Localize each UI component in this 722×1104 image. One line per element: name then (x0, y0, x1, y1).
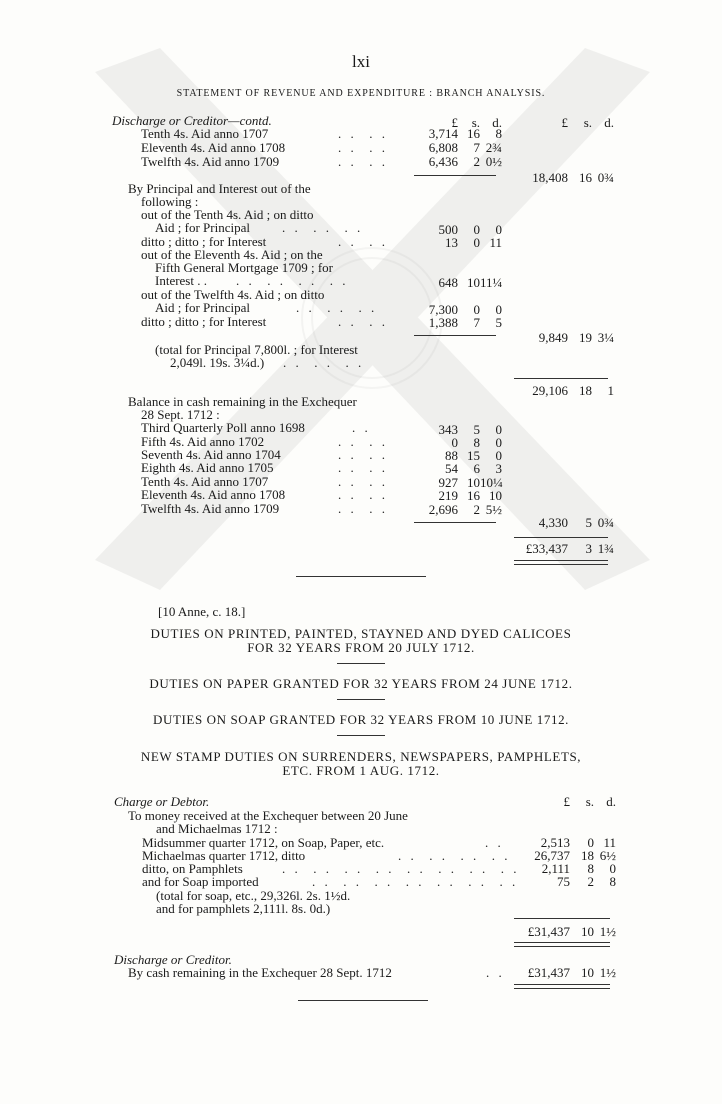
principal-heading: By Principal and Interest out of the (128, 181, 311, 196)
principal-note-cont: 2,049l. 19s. 3¼d.) (170, 355, 265, 370)
aids-total: 18,408 16 0¾ (532, 170, 614, 185)
charge-item-label: and for Soap imported (142, 874, 259, 889)
balance-label: Eighth 4s. Aid anno 1705 (141, 460, 274, 475)
principal-amount: 648 1011¼ (438, 275, 503, 290)
charge-item-amount: 2,111 8 0 (541, 861, 616, 876)
charge-heading: Charge or Debtor. (114, 794, 210, 809)
principal-line: Aid ; for Principal (155, 300, 250, 315)
charge-note-cont: and for pamphlets 2,111l. 8s. 0d.) (156, 901, 331, 916)
principal-line: out of the Twelfth 4s. Aid ; on ditto (141, 287, 325, 302)
charge-item-label: Midsummer quarter 1712, on Soap, Paper, etc. (142, 835, 385, 850)
charge-note: (total for soap, etc., 29,326l. 2s. 1½d. (156, 888, 351, 903)
principal-heading-cont: following : (141, 194, 199, 209)
rule (514, 918, 610, 919)
charge-line: To money received at the Exchequer between 20 June (128, 808, 408, 823)
principal-line: out of the Eleventh 4s. Aid ; on the (141, 247, 323, 262)
principal-line: ditto ; ditto ; for Interest (141, 234, 267, 249)
balance-label: Eleventh 4s. Aid anno 1708 (141, 487, 286, 502)
aid-amount: 6,436 2 0½ (428, 154, 502, 169)
duty-heading-paper: DUTIES ON PAPER GRANTED FOR 32 YEARS FROM 24 JUNE 1712. (149, 676, 573, 691)
charge-item-amount: 75 2 8 (557, 874, 616, 889)
rule (514, 378, 608, 379)
col-headers-outer: £ s. d. (561, 115, 614, 130)
rule (414, 335, 496, 336)
principal-note: (total for Principal 7,800l. ; for Interest (155, 342, 358, 357)
rule (337, 663, 385, 664)
discharge-total: £31,437 10 1½ (527, 965, 616, 980)
balance-amount: 219 16 10 (438, 488, 502, 503)
principal-amount: 7,300 0 0 (428, 302, 502, 317)
subtotal: 29,106 18 1 (532, 383, 614, 398)
balance-label: Third Quarterly Poll anno 1698 (141, 420, 305, 435)
grand-total: £33,437 3 1¾ (525, 541, 614, 556)
discharge-heading: Discharge or Creditor—contd. (112, 113, 272, 128)
section-divider (298, 1000, 428, 1001)
balance-heading-cont: 28 Sept. 1712 : (141, 407, 220, 422)
balance-heading: Balance in cash remaining in the Exchequer (128, 394, 357, 409)
principal-total: 9,849 19 3¼ (538, 330, 614, 345)
principal-line: Fifth General Mortgage 1709 ; for (155, 260, 333, 275)
balance-amount: 2,696 2 5½ (428, 502, 502, 517)
rule (514, 537, 608, 538)
balance-amount: 54 6 3 (445, 461, 502, 476)
balance-amount: 88 15 0 (445, 448, 502, 463)
aid-label: Eleventh 4s. Aid anno 1708 (141, 140, 286, 155)
balance-label: Fifth 4s. Aid anno 1702 (141, 434, 265, 449)
principal-amount: 1,388 7 5 (428, 315, 502, 330)
charge-item-label: ditto, on Pamphlets (142, 861, 243, 876)
balance-label: Twelfth 4s. Aid anno 1709 (141, 501, 280, 516)
balance-total: 4,330 5 0¾ (538, 515, 614, 530)
balance-amount: 0 8 0 (451, 435, 502, 450)
duty-heading-calicoes-cont: FOR 32 YEARS FROM 20 JULY 1712. (247, 640, 475, 655)
discharge-heading: Discharge or Creditor. (114, 952, 232, 967)
duty-heading-calicoes: DUTIES ON PRINTED, PAINTED, STAYNED AND DYED CALICOES (150, 626, 572, 641)
principal-amount: 500 0 0 (438, 222, 502, 237)
principal-amount: 13 0 11 (445, 235, 502, 250)
col-headers-inner: £ s. d. (451, 115, 502, 130)
principal-line: Interest . . (155, 273, 207, 288)
double-rule (514, 560, 608, 565)
principal-line: Aid ; for Principal (155, 220, 250, 235)
double-rule (514, 942, 610, 947)
discharge-line: By cash remaining in the Exchequer 28 Sept. 1712 (128, 965, 392, 980)
duty-heading-stamp-cont: ETC. FROM 1 AUG. 1712. (282, 763, 440, 778)
act-reference: [10 Anne, c. 18.] (158, 604, 246, 619)
charge-total: £31,437 10 1½ (527, 924, 616, 939)
principal-line: out of the Tenth 4s. Aid ; on ditto (141, 207, 314, 222)
balance-label: Seventh 4s. Aid anno 1704 (141, 447, 281, 462)
balance-amount: 927 1010¼ (438, 475, 503, 490)
rule (414, 175, 496, 176)
principal-line: ditto ; ditto ; for Interest (141, 314, 267, 329)
duty-heading-soap: DUTIES ON SOAP GRANTED FOR 32 YEARS FROM 10 JUNE 1712. (152, 712, 570, 727)
rule (337, 699, 385, 700)
aid-label: Twelfth 4s. Aid anno 1709 (141, 154, 280, 169)
rule (414, 522, 496, 523)
statement-heading: STATEMENT OF REVENUE AND EXPENDITURE : BRANCH ANALYSIS. (176, 88, 546, 99)
duty-heading-stamp: NEW STAMP DUTIES ON SURRENDERS, NEWSPAPERS, PAMPHLETS, (140, 749, 582, 764)
charge-item-amount: 2,513 0 11 (540, 835, 616, 850)
double-rule (514, 984, 610, 989)
col-headers: £ s. d. (563, 794, 616, 809)
section-divider (296, 576, 426, 577)
charge-item-amount: 26,737 18 6½ (534, 848, 616, 863)
page-number: lxi (352, 52, 370, 71)
aid-amount: 6,808 7 2¾ (428, 140, 502, 155)
charge-item-label: Michaelmas quarter 1712, ditto (142, 848, 306, 863)
rule (337, 735, 385, 736)
aid-amount: 3,714 16 8 (428, 126, 502, 141)
balance-label: Tenth 4s. Aid anno 1707 (141, 474, 269, 489)
aid-label: Tenth 4s. Aid anno 1707 (141, 126, 269, 141)
charge-line-cont: and Michaelmas 1712 : (156, 821, 278, 836)
balance-amount: 343 5 0 (438, 422, 502, 437)
